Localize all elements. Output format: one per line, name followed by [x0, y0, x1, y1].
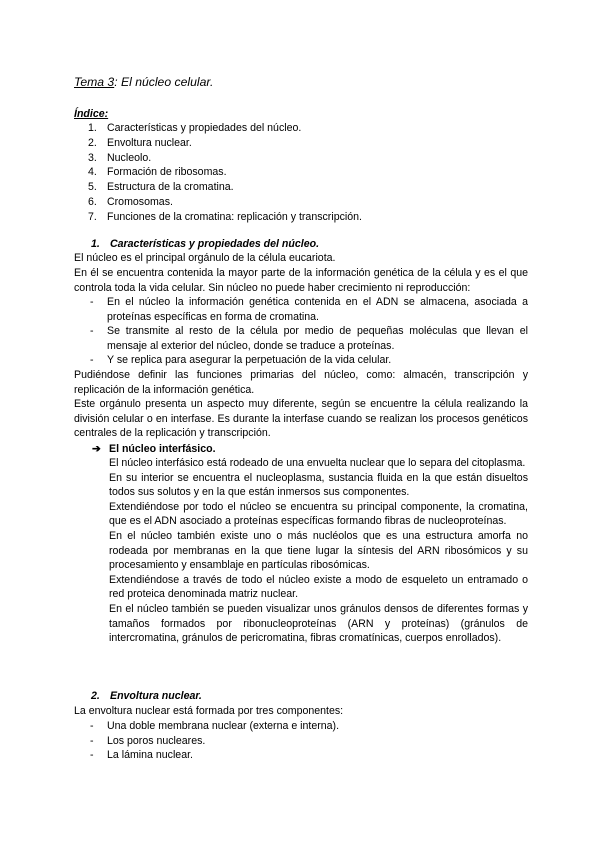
section1-para: Este orgánulo presenta un aspecto muy diferente, según se encuentre la célula realizando la división celular o en interfase. Es durante la interfase cuando se realizan los procesos genéticos centrales de la replicación y transcripción.: [74, 398, 528, 440]
section1-bullet-list: [90, 295, 528, 368]
list-item: - Se transmite al resto de la célula por medio de pequeñas moléculas que llevan el mensaje al exterior del núcleo, donde se traduce a proteínas.: [90, 325, 528, 352]
subsection-heading: ➔ El núcleo interfásico.: [92, 443, 216, 455]
subsection-para: Extendiéndose a través de todo el núcleo existe a modo de esqueleto un entramado o red proteica denominada matriz nuclear.: [109, 573, 528, 601]
section1-para: En él se encuentra contenida la mayor parte de la información genética de la célula y es el que controla toda la vida celular. Sin núcleo no puede haber crecimiento ni reproducción:: [74, 267, 528, 294]
title-rest: : El núcleo celular.: [114, 75, 214, 89]
subsection-body: [109, 456, 528, 646]
subsection-para: En el núcleo también se pueden visualizar unos gránulos densos de diferentes formas y tamaños formados por ribonucleoproteínas (ARN y proteínas) (gránulos de intercromatina, gránulos de pericromatina, fibras cromatínicas, cuerpos enrollados).: [109, 602, 528, 645]
section1-para: El núcleo es el principal orgánulo de la célula eucariota.: [74, 252, 336, 264]
section1-para: Pudiéndose definir las funciones primarias del núcleo, como: almacén, transcripción y replicación de la información genética.: [74, 369, 528, 396]
index-heading: Índice:: [74, 108, 109, 120]
section1-heading: 1. Características y propiedades del núcleo.: [91, 238, 320, 250]
index-item: 7. Funciones de la cromatina: replicación y transcripción.: [88, 210, 362, 223]
index-item: 3. Nucleolo.: [88, 151, 152, 164]
index-item: 6. Cromosomas.: [88, 195, 173, 208]
page-title: [74, 75, 213, 90]
list-item: - En el núcleo la información genética contenida en el ADN se almacena, asociada a proteínas específicas en forma de cromatina.: [90, 296, 528, 323]
subsection-para: En el núcleo también existe uno o más nucléolos que es una estructura amorfa no rodeada por membranas en la que tiene lugar la síntesis del ARN ribosómicos y su procesamiento y ensamblaje en partículas ribosómicas.: [109, 529, 528, 572]
section2-bullet-list: [90, 719, 528, 763]
subsection-para: Extendiéndose por todo el núcleo se encuentra su principal componente, la cromatina, que es el ADN asociado a proteínas específicas formando fibras de nucleoproteínas.: [109, 500, 528, 528]
index-item: 4. Formación de ribosomas.: [88, 166, 227, 179]
index-item: 2. Envoltura nuclear.: [88, 136, 192, 149]
index-item: 1. Características y propiedades del núcleo.: [88, 122, 302, 134]
subsection-para: En su interior se encuentra el nucleoplasma, sustancia fluida en la que están disueltos todos sus solutos y en la que están inmersos sus componentes.: [109, 471, 528, 499]
index-list: [88, 121, 362, 225]
title-prefix: Tema 3: [74, 75, 115, 89]
subsection-para: El núcleo interfásico está rodeado de una envuelta nuclear que lo separa del citoplasma.: [109, 457, 526, 469]
arrow-right-icon: ➔: [92, 443, 101, 455]
list-item: - Una doble membrana nuclear (externa e interna).: [90, 720, 340, 732]
section2-heading: 2. Envoltura nuclear.: [91, 690, 202, 702]
list-item: - Los poros nucleares.: [90, 734, 206, 747]
list-item: - La lámina nuclear.: [90, 749, 193, 762]
section2-para: La envoltura nuclear está formada por tres componentes:: [74, 705, 344, 717]
index-item: 5. Estructura de la cromatina.: [88, 181, 234, 194]
list-item: - Y se replica para asegurar la perpetuación de la vida celular.: [90, 354, 392, 367]
